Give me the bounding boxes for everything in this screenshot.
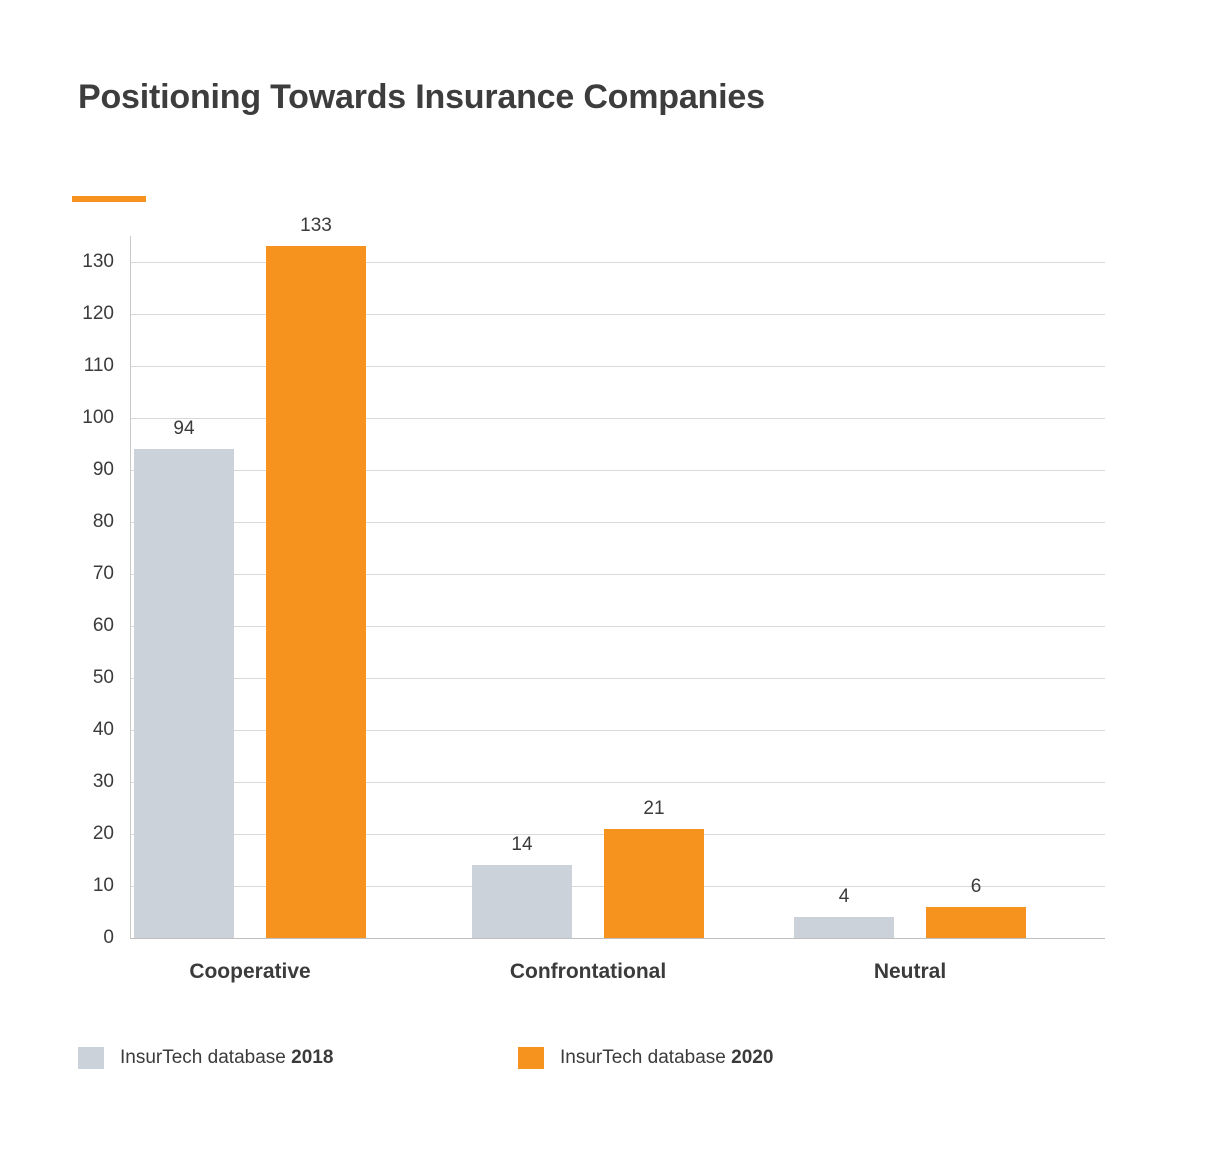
- y-tick-label: 90: [92, 459, 114, 480]
- bar-value-label: 94: [173, 418, 195, 440]
- legend-item[interactable]: [78, 1044, 333, 1072]
- bar-value-label: 14: [511, 834, 533, 856]
- bar-value-label: 21: [643, 797, 665, 819]
- y-tick-label: 40: [92, 719, 114, 740]
- y-tick-label: 80: [92, 511, 114, 532]
- legend-label: InsurTech database 2020: [560, 1047, 774, 1068]
- bar-group: [794, 236, 1026, 938]
- category-label: Cooperative: [189, 960, 311, 983]
- bar[interactable]: [794, 886, 894, 938]
- y-tick-label: 60: [92, 615, 114, 636]
- bar[interactable]: [266, 215, 366, 938]
- chart-title: Positioning Towards Insurance Companies: [78, 78, 765, 116]
- bar-value-label: 133: [300, 215, 332, 237]
- y-tick-label: 100: [82, 407, 114, 428]
- y-tick-label: 130: [82, 251, 114, 272]
- bar[interactable]: [134, 418, 234, 938]
- legend-item[interactable]: [518, 1044, 773, 1072]
- gridline: [130, 938, 1105, 939]
- bar[interactable]: [926, 875, 1026, 938]
- plot-area: [130, 215, 1105, 938]
- category-label: Confrontational: [509, 960, 667, 983]
- bar-value-label: 4: [838, 886, 850, 908]
- y-tick-label: 20: [92, 823, 114, 844]
- y-tick-label: 120: [82, 303, 114, 324]
- bar-group: [134, 215, 366, 938]
- legend-label: InsurTech database 2018: [120, 1047, 334, 1068]
- legend-swatch: [518, 1047, 544, 1069]
- y-tick-label: 30: [92, 771, 114, 792]
- y-tick-label: 0: [103, 927, 114, 948]
- y-axis-labels: [60, 236, 114, 948]
- accent-rule: [72, 196, 146, 202]
- bar-value-label: 6: [970, 875, 982, 897]
- y-tick-label: 10: [92, 875, 114, 896]
- bar[interactable]: [472, 834, 572, 938]
- legend-swatch: [78, 1047, 104, 1069]
- y-tick-label: 110: [83, 355, 114, 376]
- y-tick-label: 70: [92, 563, 114, 584]
- bar-groups: [130, 215, 1105, 938]
- y-tick-label: 50: [92, 667, 114, 688]
- bar[interactable]: [604, 797, 704, 938]
- bar-group: [472, 236, 704, 938]
- category-label: Neutral: [873, 960, 947, 983]
